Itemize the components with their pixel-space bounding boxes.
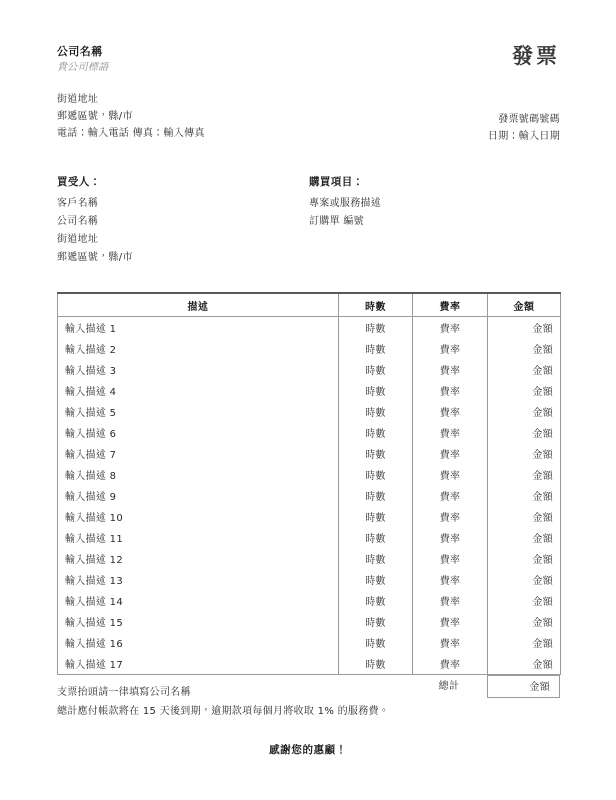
cell-amount: 金額	[488, 632, 561, 653]
cell-description: 輸入描述 7	[58, 443, 339, 464]
column-header-amount: 金額	[488, 293, 561, 317]
cell-rate: 費率	[413, 527, 488, 548]
purchase-items-line: 專案或服務描述	[309, 198, 382, 209]
cell-hours: 時數	[339, 548, 413, 569]
table-row	[58, 443, 561, 464]
cell-hours: 時數	[339, 422, 413, 443]
cell-amount: 金額	[488, 464, 561, 485]
bill-to-line: 街道地址	[57, 234, 99, 245]
cell-amount: 金額	[488, 485, 561, 506]
cell-description: 輸入描述 8	[58, 464, 339, 485]
cell-hours: 時數	[339, 443, 413, 464]
cell-rate: 費率	[413, 443, 488, 464]
table-row	[58, 359, 561, 380]
cell-description: 輸入描述 17	[58, 653, 339, 675]
cell-amount: 金額	[488, 380, 561, 401]
cell-rate: 費率	[413, 548, 488, 569]
cell-hours: 時數	[339, 653, 413, 675]
table-row	[58, 380, 561, 401]
cell-rate: 費率	[413, 632, 488, 653]
company-city-line: 郵遞區號，縣/市	[57, 111, 133, 122]
cell-hours: 時數	[339, 359, 413, 380]
table-row	[58, 590, 561, 611]
invoice-number: 發票號碼號碼	[498, 114, 560, 125]
cell-amount: 金額	[488, 443, 561, 464]
column-header-description: 描述	[58, 293, 339, 317]
cell-amount: 金額	[488, 401, 561, 422]
purchase-items-title: 購買項目：	[309, 176, 364, 188]
company-slogan: 貴公司標語	[57, 62, 109, 73]
cell-description: 輸入描述 14	[58, 590, 339, 611]
parties-section	[57, 172, 560, 272]
cell-hours: 時數	[339, 380, 413, 401]
invoice-date: 日期：輸入日期	[487, 131, 560, 142]
cell-rate: 費率	[413, 359, 488, 380]
cell-hours: 時數	[339, 464, 413, 485]
total-label: 總計	[438, 681, 460, 692]
table-header-row	[58, 293, 561, 317]
cell-description: 輸入描述 10	[58, 506, 339, 527]
total-amount: 金額	[487, 675, 560, 698]
cell-description: 輸入描述 1	[58, 317, 339, 339]
payment-note-check: 支票抬頭請一律填寫公司名稱	[57, 687, 191, 698]
cell-description: 輸入描述 5	[58, 401, 339, 422]
cell-description: 輸入描述 11	[58, 527, 339, 548]
table-row	[58, 548, 561, 569]
document-header	[57, 44, 560, 154]
company-street-address: 街道地址	[57, 94, 99, 105]
cell-rate: 費率	[413, 611, 488, 632]
table-row	[58, 464, 561, 485]
table-row	[58, 401, 561, 422]
cell-description: 輸入描述 13	[58, 569, 339, 590]
cell-amount: 金額	[488, 548, 561, 569]
cell-rate: 費率	[413, 506, 488, 527]
company-name: 公司名稱	[57, 45, 103, 58]
cell-amount: 金額	[488, 527, 561, 548]
cell-hours: 時數	[339, 317, 413, 339]
table-row	[58, 632, 561, 653]
cell-amount: 金額	[488, 590, 561, 611]
invoice-meta-block	[340, 44, 560, 145]
cell-description: 輸入描述 9	[58, 485, 339, 506]
bill-to-line: 公司名稱	[57, 216, 99, 227]
cell-rate: 費率	[413, 485, 488, 506]
cell-hours: 時數	[339, 590, 413, 611]
cell-rate: 費率	[413, 590, 488, 611]
cell-rate: 費率	[413, 422, 488, 443]
cell-amount: 金額	[488, 422, 561, 443]
purchase-items-line: 訂購單 編號	[309, 216, 364, 227]
cell-amount: 金額	[488, 338, 561, 359]
cell-description: 輸入描述 6	[58, 422, 339, 443]
cell-hours: 時數	[339, 401, 413, 422]
cell-rate: 費率	[413, 317, 488, 339]
cell-description: 輸入描述 2	[58, 338, 339, 359]
cell-amount: 金額	[488, 611, 561, 632]
column-header-rate: 費率	[413, 293, 488, 317]
cell-description: 輸入描述 16	[58, 632, 339, 653]
table-row	[58, 611, 561, 632]
bill-to-line: 郵遞區號，縣/市	[57, 252, 133, 263]
line-items-table	[57, 292, 561, 675]
table-row	[58, 422, 561, 443]
cell-description: 輸入描述 12	[58, 548, 339, 569]
table-row	[58, 485, 561, 506]
company-phone-fax: 電話：輸入電話 傳真：輸入傳真	[57, 128, 205, 139]
column-header-hours: 時數	[339, 293, 413, 317]
table-row	[58, 338, 561, 359]
bill-to-block	[57, 172, 297, 267]
bill-to-line: 客戶名稱	[57, 198, 99, 209]
company-address-block	[57, 91, 387, 142]
cell-amount: 金額	[488, 317, 561, 339]
bill-to-title: 買受人：	[57, 176, 101, 188]
cell-hours: 時數	[339, 527, 413, 548]
cell-rate: 費率	[413, 401, 488, 422]
table-row	[58, 506, 561, 527]
cell-hours: 時數	[339, 569, 413, 590]
cell-hours: 時數	[339, 485, 413, 506]
table-row	[58, 317, 561, 339]
cell-amount: 金額	[488, 359, 561, 380]
company-block	[57, 44, 387, 142]
table-row	[58, 569, 561, 590]
footer-notes	[57, 683, 560, 721]
page-title: 發票	[512, 44, 560, 68]
table-row	[58, 653, 561, 675]
table-row	[58, 527, 561, 548]
payment-terms-note: 總計應付帳款將在 15 天後到期，逾期款項每個月將收取 1% 的服務費。	[57, 706, 390, 717]
cell-description: 輸入描述 3	[58, 359, 339, 380]
cell-rate: 費率	[413, 338, 488, 359]
cell-amount: 金額	[488, 506, 561, 527]
table-body	[58, 317, 561, 675]
cell-hours: 時數	[339, 506, 413, 527]
invoice-meta-lines	[340, 111, 560, 145]
cell-rate: 費率	[413, 569, 488, 590]
cell-amount: 金額	[488, 653, 561, 675]
thank-you-message: 感謝您的惠顧！	[269, 744, 347, 756]
cell-rate: 費率	[413, 464, 488, 485]
cell-description: 輸入描述 15	[58, 611, 339, 632]
cell-hours: 時數	[339, 338, 413, 359]
cell-rate: 費率	[413, 653, 488, 675]
table-header	[58, 293, 561, 317]
cell-hours: 時數	[339, 632, 413, 653]
purchase-items-block	[309, 172, 569, 231]
line-items-table-wrapper	[57, 292, 560, 699]
cell-amount: 金額	[488, 569, 561, 590]
cell-rate: 費率	[413, 380, 488, 401]
cell-description: 輸入描述 4	[58, 380, 339, 401]
cell-hours: 時數	[339, 611, 413, 632]
